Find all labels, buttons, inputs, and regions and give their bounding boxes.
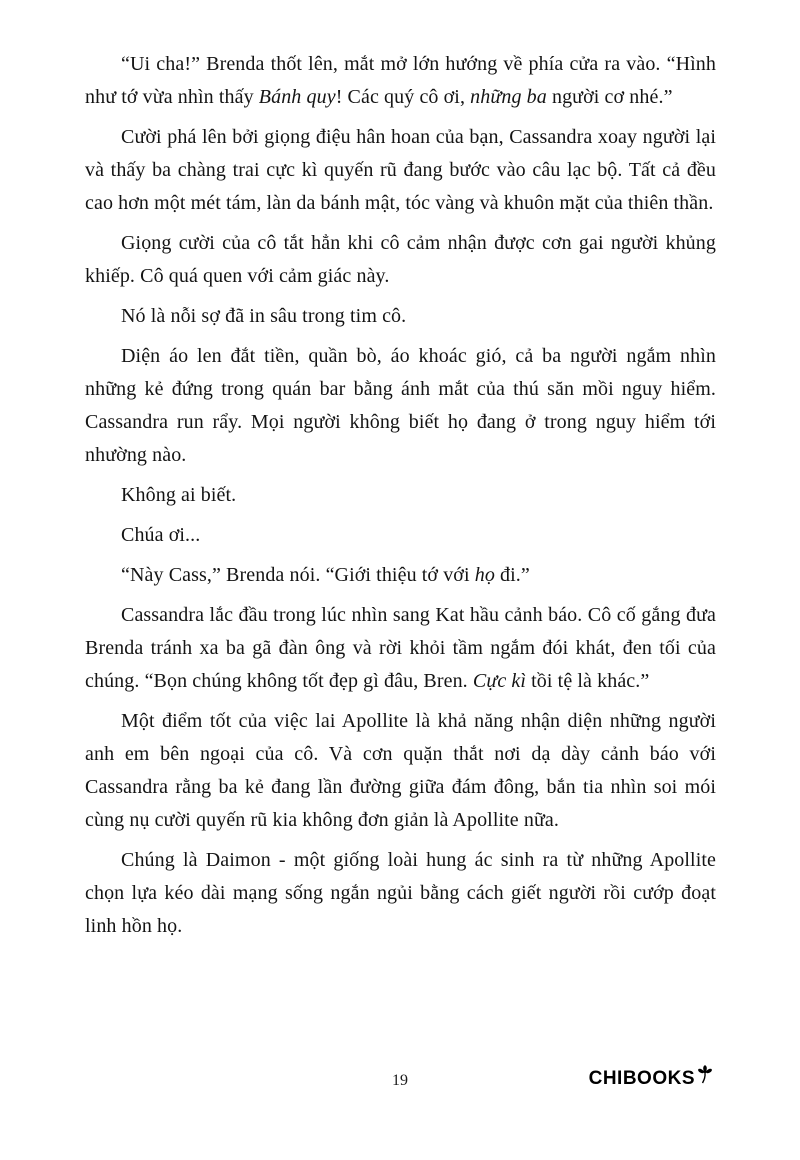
paragraph [85, 519, 716, 552]
paragraph [85, 844, 722, 943]
page-body [85, 48, 722, 950]
italic-text-segment: họ [474, 564, 495, 586]
italic-text-segment: Cực kì [472, 670, 527, 692]
text-segment: Chúa ơi... [121, 524, 201, 546]
text-segment: Giọng cười của cô tắt hẳn khi cô cảm nhận được cơn gai người khủng khiếp. Cô quá quen với cảm giác này. [85, 232, 722, 287]
text-segment: “Này Cass,” Brenda nói. “Giới thiệu tớ với [121, 564, 475, 586]
publisher-logo [589, 1068, 714, 1090]
flower-icon [695, 1068, 714, 1090]
text-segment: người cơ nhé.” [546, 86, 673, 108]
text-segment: Cười phá lên bởi giọng điệu hân hoan của bạn, Cassandra xoay người lại và thấy ba chàng trai cực kì quyến rũ đang bước vào câu lạc bộ. Tất cả đều cao hơn một mét tám, làn da bánh mật, tóc vàng và khuôn mặt của thiên thần. [85, 126, 722, 214]
paragraph [85, 300, 716, 333]
italic-text-segment: những ba [470, 86, 547, 108]
text-segment: Diện áo len đắt tiền, quần bò, áo khoác gió, cả ba người ngắm nhìn những kẻ đứng trong quán bar bằng ánh mắt của thú săn mồi nguy hiểm. Cassandra run rẩy. Mọi người không biết họ đang ở trong nguy hiểm tới nhường nào. [85, 345, 722, 466]
text-segment: Một điểm tốt của việc lai Apollite là khả năng nhận diện những người anh em bên ngoại của cô. Và cơn quặn thắt nơi dạ dày cảnh báo với Cassandra rằng ba kẻ đang lần đường giữa đám đông, bắn tia nhìn soi mói cùng nụ cười quyến rũ kia không đơn giản là Apollite nữa. [85, 710, 722, 831]
paragraph [85, 599, 722, 698]
text-segment: ! Các quý cô ơi, [335, 86, 471, 108]
italic-text-segment: Bánh quy [258, 86, 336, 108]
paragraph [85, 227, 722, 293]
paragraph [85, 705, 722, 837]
page-number: 19 [392, 1072, 408, 1089]
text-segment: Chúng là Daimon - một giống loài hung ác sinh ra từ những Apollite chọn lựa kéo dài mạng sống ngắn ngủi bằng cách giết người rồi cướp đoạt linh hồn họ. [85, 849, 722, 937]
paragraph [85, 479, 716, 512]
paragraph [85, 340, 722, 472]
text-segment: Nó là nỗi sợ đã in sâu trong tim cô. [121, 305, 407, 327]
text-segment: đi.” [494, 564, 530, 586]
page-footer [0, 1068, 800, 1112]
text-segment: Cassandra lắc đầu trong lúc nhìn sang Kat hầu cảnh báo. Cô cố gắng đưa Brenda tránh xa ba gã đàn ông và rời khỏi tầm ngắm đói khát, đen tối của chúng. “Bọn chúng không tốt đẹp gì đâu, Bren. [85, 604, 722, 692]
paragraph [85, 559, 716, 592]
paragraph [85, 121, 722, 220]
text-segment: “Ui cha!” Brenda thốt lên, mắt mở lớn hướng về phía cửa ra vào. “Hình như tớ vừa nhìn thấy [85, 53, 722, 108]
text-segment: Không ai biết. [121, 484, 237, 506]
publisher-name: CHIBOOKS [588, 1068, 695, 1089]
text-segment: tồi tệ là khác.” [526, 670, 650, 692]
paragraph [85, 48, 722, 114]
